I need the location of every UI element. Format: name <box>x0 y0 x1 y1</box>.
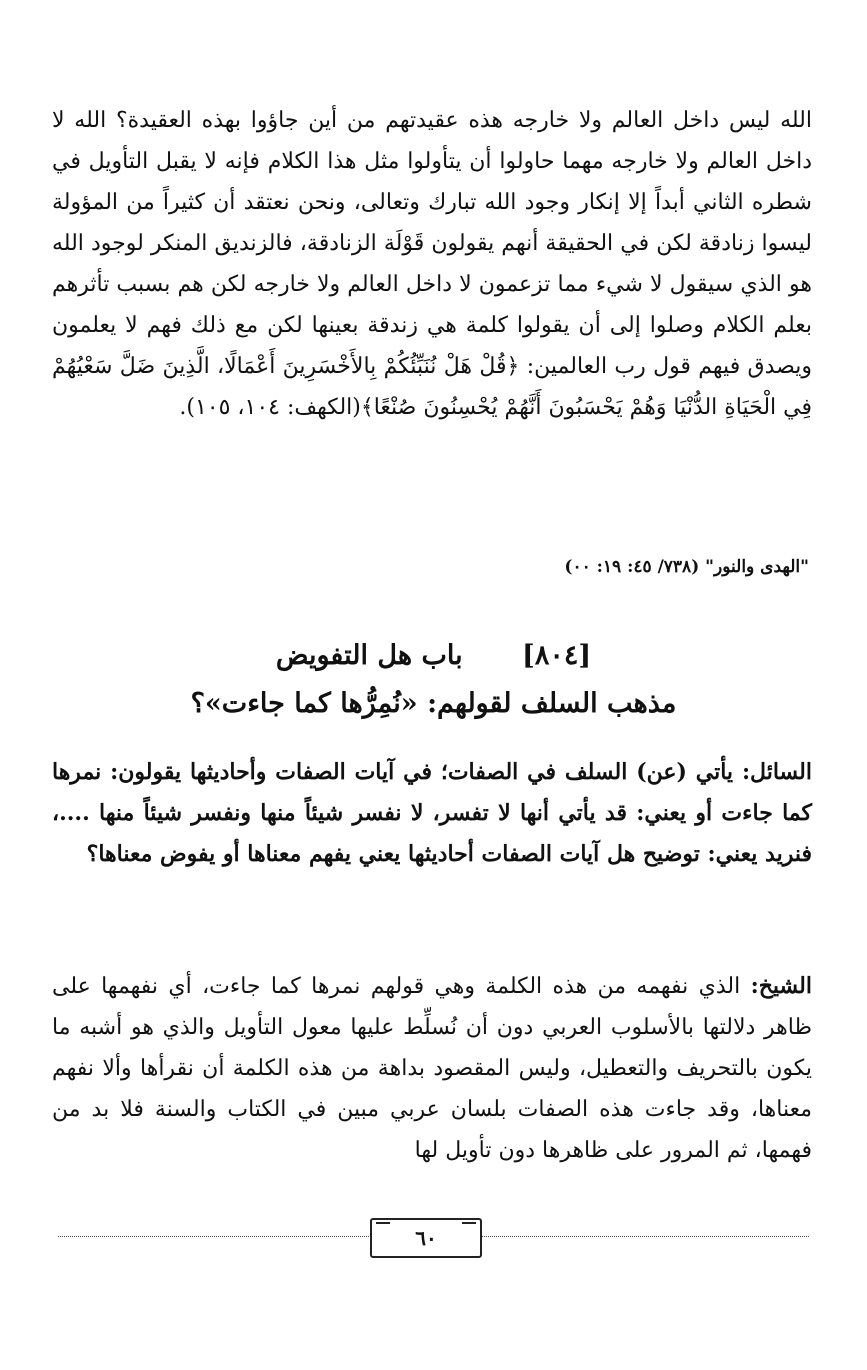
answer-text: الذي نفهمه من هذه الكلمة وهي قولهم نمرها كما جاءت، أي نفهمها على ظاهر دلالتها بالأسلوب العربي دون أن نُسلِّط عليها معول التأويل والذي هو أشبه ما يكون بالتحريف والتعطيل، وليس المقصود بداهة من هذه الكلمة أن نقرأها وألا نفهم معناها، وقد جاءت هذه الصفات بلسان عربي مبين في الكتاب والسنة فلا بد من فهمها، ثم المرور على ظاهرها دون تأويل لها <box>52 974 812 1163</box>
chapter-title: باب هل التفويض <box>275 640 463 671</box>
ornament-right-icon <box>462 1222 476 1232</box>
ornament-left-icon <box>376 1222 390 1232</box>
page-number-box <box>370 1218 482 1258</box>
question-text: يأتي (عن) السلف في الصفات؛ في آيات الصفات وأحاديثها يقولون: نمرها كما جاءت أو يعني: قد يأتي أنها لا تفسر، لا نفسر شيئاً منها ونفسر شيئاً منها ....، فنريد يعني: توضيح هل آيات الصفات أحاديثها يعني يفهم معناها أو يفوض معناها؟ <box>52 759 812 867</box>
question-paragraph <box>52 752 812 875</box>
chapter-subtitle: مذهب السلف لقولهم: «نُمِرُّها كما جاءت»؟ <box>190 688 677 719</box>
paragraph-intro: الله ليس داخل العالم ولا خارجه هذه عقيدتهم من أين جاؤوا بهذه العقيدة؟ الله لا داخل العالم ولا خارجه مهما حاولوا أن يتأولوا مثل هذا الكلام فإنه لا يقبل التأويل في شطره الثاني أبداً إلا إنكار وجود الله تبارك وتعالى، ونحن نعتقد أن كثيراً من المؤولة ليسوا زنادقة لكن في الحقيقة أنهم يقولون قَوْلَة الزنادقة، فالزنديق المنكر لوجود الله هو الذي سيقول لا شيء مما تزعمون لا داخل العالم ولا خارجه لكن هم بسبب تأثرهم بعلم الكلام وصلوا إلى أن يقولوا كلمة هي زندقة بعينها لكن مع ذلك فهم لا يعلمون ويصدق فيهم قول رب العالمين: ﴿قُلْ هَلْ نُنَبِّئُكُمْ بِالأَخْسَرِينَ أَعْمَالًا، الَّذِينَ ضَلَّ سَعْيُهُمْ فِي الْحَيَاةِ الدُّنْيَا وَهُمْ يَحْسَبُونَ أَنَّهُمْ يُحْسِنُونَ صُنْعًا﴾(الكهف: ١٠٤، ١٠٥). <box>52 108 812 420</box>
answer-paragraph <box>52 966 812 1171</box>
question-label: السائل: <box>741 759 812 785</box>
source-citation: "الهدى والنور" (٧٣٨/ ٤٥: ١٩: ٠٠) <box>564 557 809 577</box>
chapter-heading <box>0 640 867 671</box>
chapter-number: [٨٠٤] <box>522 640 592 671</box>
answer-label: الشيخ: <box>750 973 812 999</box>
page-number: ٦٠ <box>415 1226 437 1250</box>
